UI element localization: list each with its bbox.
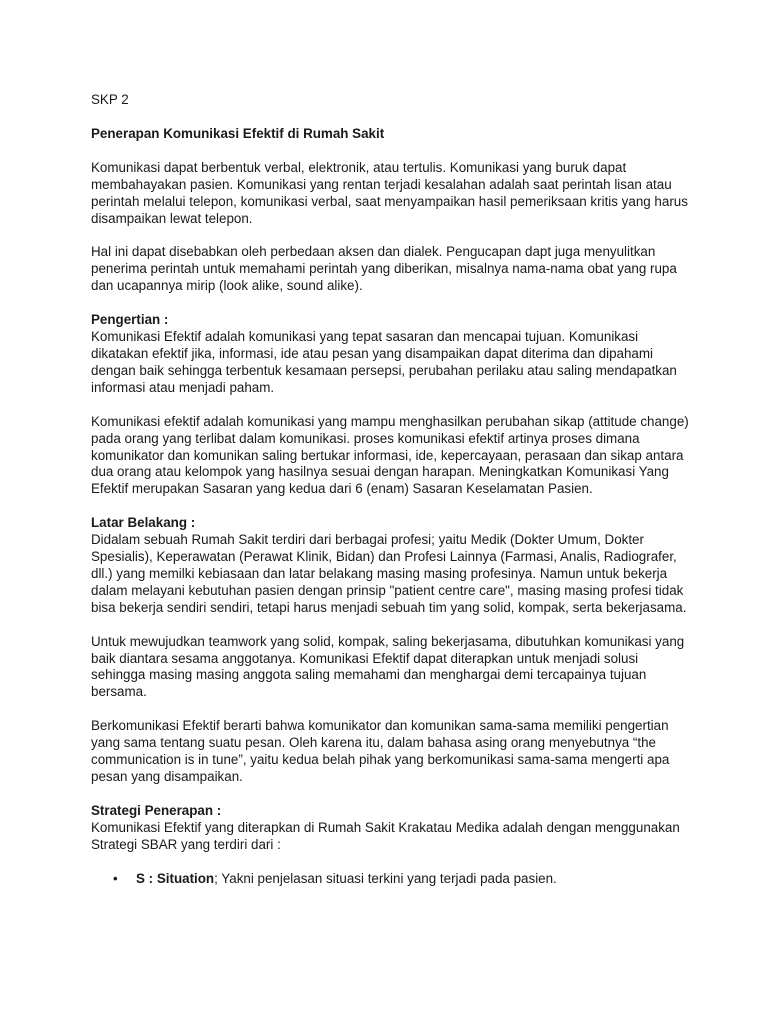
latar-belakang-paragraph-3: Berkomunikasi Efektif berarti bahwa komunikator dan komunikan sama-sama memiliki pengertian yang sama tentang suatu pesan. Oleh karena itu, dalam bahasa asing orang menyebutnya “the communication is in tune”, yaitu kedua belah pihak yang berkomunikasi sama-sama mengerti apa pesan yang disampaikan.: [91, 718, 670, 784]
section-latar-belakang: [91, 515, 691, 616]
strategi-paragraph-1: Komunikasi Efektif yang diterapkan di Rumah Sakit Krakatau Medika adalah dengan menggunakan Strategi SBAR yang terdiri dari :: [91, 819, 680, 852]
sbar-list: [91, 871, 691, 888]
section-heading-strategi: Strategi Penerapan :: [91, 802, 222, 818]
sbar-term: S : Situation: [136, 870, 215, 886]
document-code: SKP 2: [91, 92, 129, 107]
intro-paragraph-2: Hal ini dapat disebabkan oleh perbedaan aksen dan dialek. Pengucapan dapt juga menyulitkan penerima perintah untuk memahami perintah yang diberikan, misalnya nama-nama obat yang rupa dan ucapannya mirip (look alike, sound alike).: [91, 244, 677, 294]
latar-belakang-paragraph-2: Untuk mewujudkan teamwork yang solid, kompak, saling bekerjasama, dibutuhkan komunikasi yang baik diantara sesama anggotanya. Komunikasi Efektif dapat diterapkan untuk menjadi solusi sehingga masing masing anggota saling memahami dan menghargai demi tercapainya tujuan bersama.: [91, 633, 685, 700]
pengertian-paragraph-2: Komunikasi efektif adalah komunikasi yang mampu menghasilkan perubahan sikap (attitude change) pada orang yang terlibat dalam komunikasi. proses komunikasi efektif artinya proses dimana komunikator dan komunikan saling bertukar informasi, ide, kepercayaan, perasaan dan sikap antara dua orang atau kelompok yang hasilnya sesuai dengan harapan. Meningkatkan Komunikasi Yang Efektif merupakan Sasaran yang kedua dari 6 (enam) Sasaran Keselamatan Pasien.: [91, 413, 689, 497]
section-heading-latar-belakang: Latar Belakang :: [91, 515, 196, 531]
pengertian-paragraph-1: Komunikasi Efektif adalah komunikasi yang tepat sasaran dan mencapai tujuan. Komunikasi dikatakan efektif jika, informasi, ide atau pesan yang disampaikan dapat diterima dan dipahami dengan baik sehingga terbentuk kesamaan persepsi, perubahan perilaku atau saling mendapatkan informasi atau menjadi paham.: [91, 329, 677, 395]
latar-belakang-paragraph-1: Didalam sebuah Rumah Sakit terdiri dari berbagai profesi; yaitu Medik (Dokter Umum, Dokter Spesialis), Keperawatan (Perawat Klinik, Bidan) dan Profesi Lainnya (Farmasi, Analis, Radiografer, dll.) yang memilki kebiasaan dan latar belakang masing masing profesinya. Namun untuk bekerja dalam melayani kebutuhan pasien dengan prinsip "patient centre care", masing masing profesi tidak bisa bekerja sendiri sendiri, tetapi harus menjadi sebuah tim yang solid, kompak, serta bekerjasama.: [91, 532, 687, 615]
sbar-description: ; Yakni penjelasan situasi terkini yang terjadi pada pasien.: [214, 870, 557, 886]
document-content: [91, 92, 691, 888]
section-strategi: [91, 803, 691, 854]
intro-paragraph-1: Komunikasi dapat berbentuk verbal, elektronik, atau tertulis. Komunikasi yang buruk dapat membahayakan pasien. Komunikasi yang rentan terjadi kesalahan adalah saat perintah lisan atau perintah melalui telepon, komunikasi verbal, saat menyampaikan hasil pemeriksaan kritis yang harus disampaikan lewat telepon.: [91, 159, 688, 226]
document-title: Penerapan Komunikasi Efektif di Rumah Sakit: [91, 125, 385, 141]
bullet-icon: •: [113, 870, 118, 886]
list-item: [91, 871, 691, 888]
section-pengertian: [91, 312, 691, 397]
section-heading-pengertian: Pengertian :: [91, 312, 169, 328]
